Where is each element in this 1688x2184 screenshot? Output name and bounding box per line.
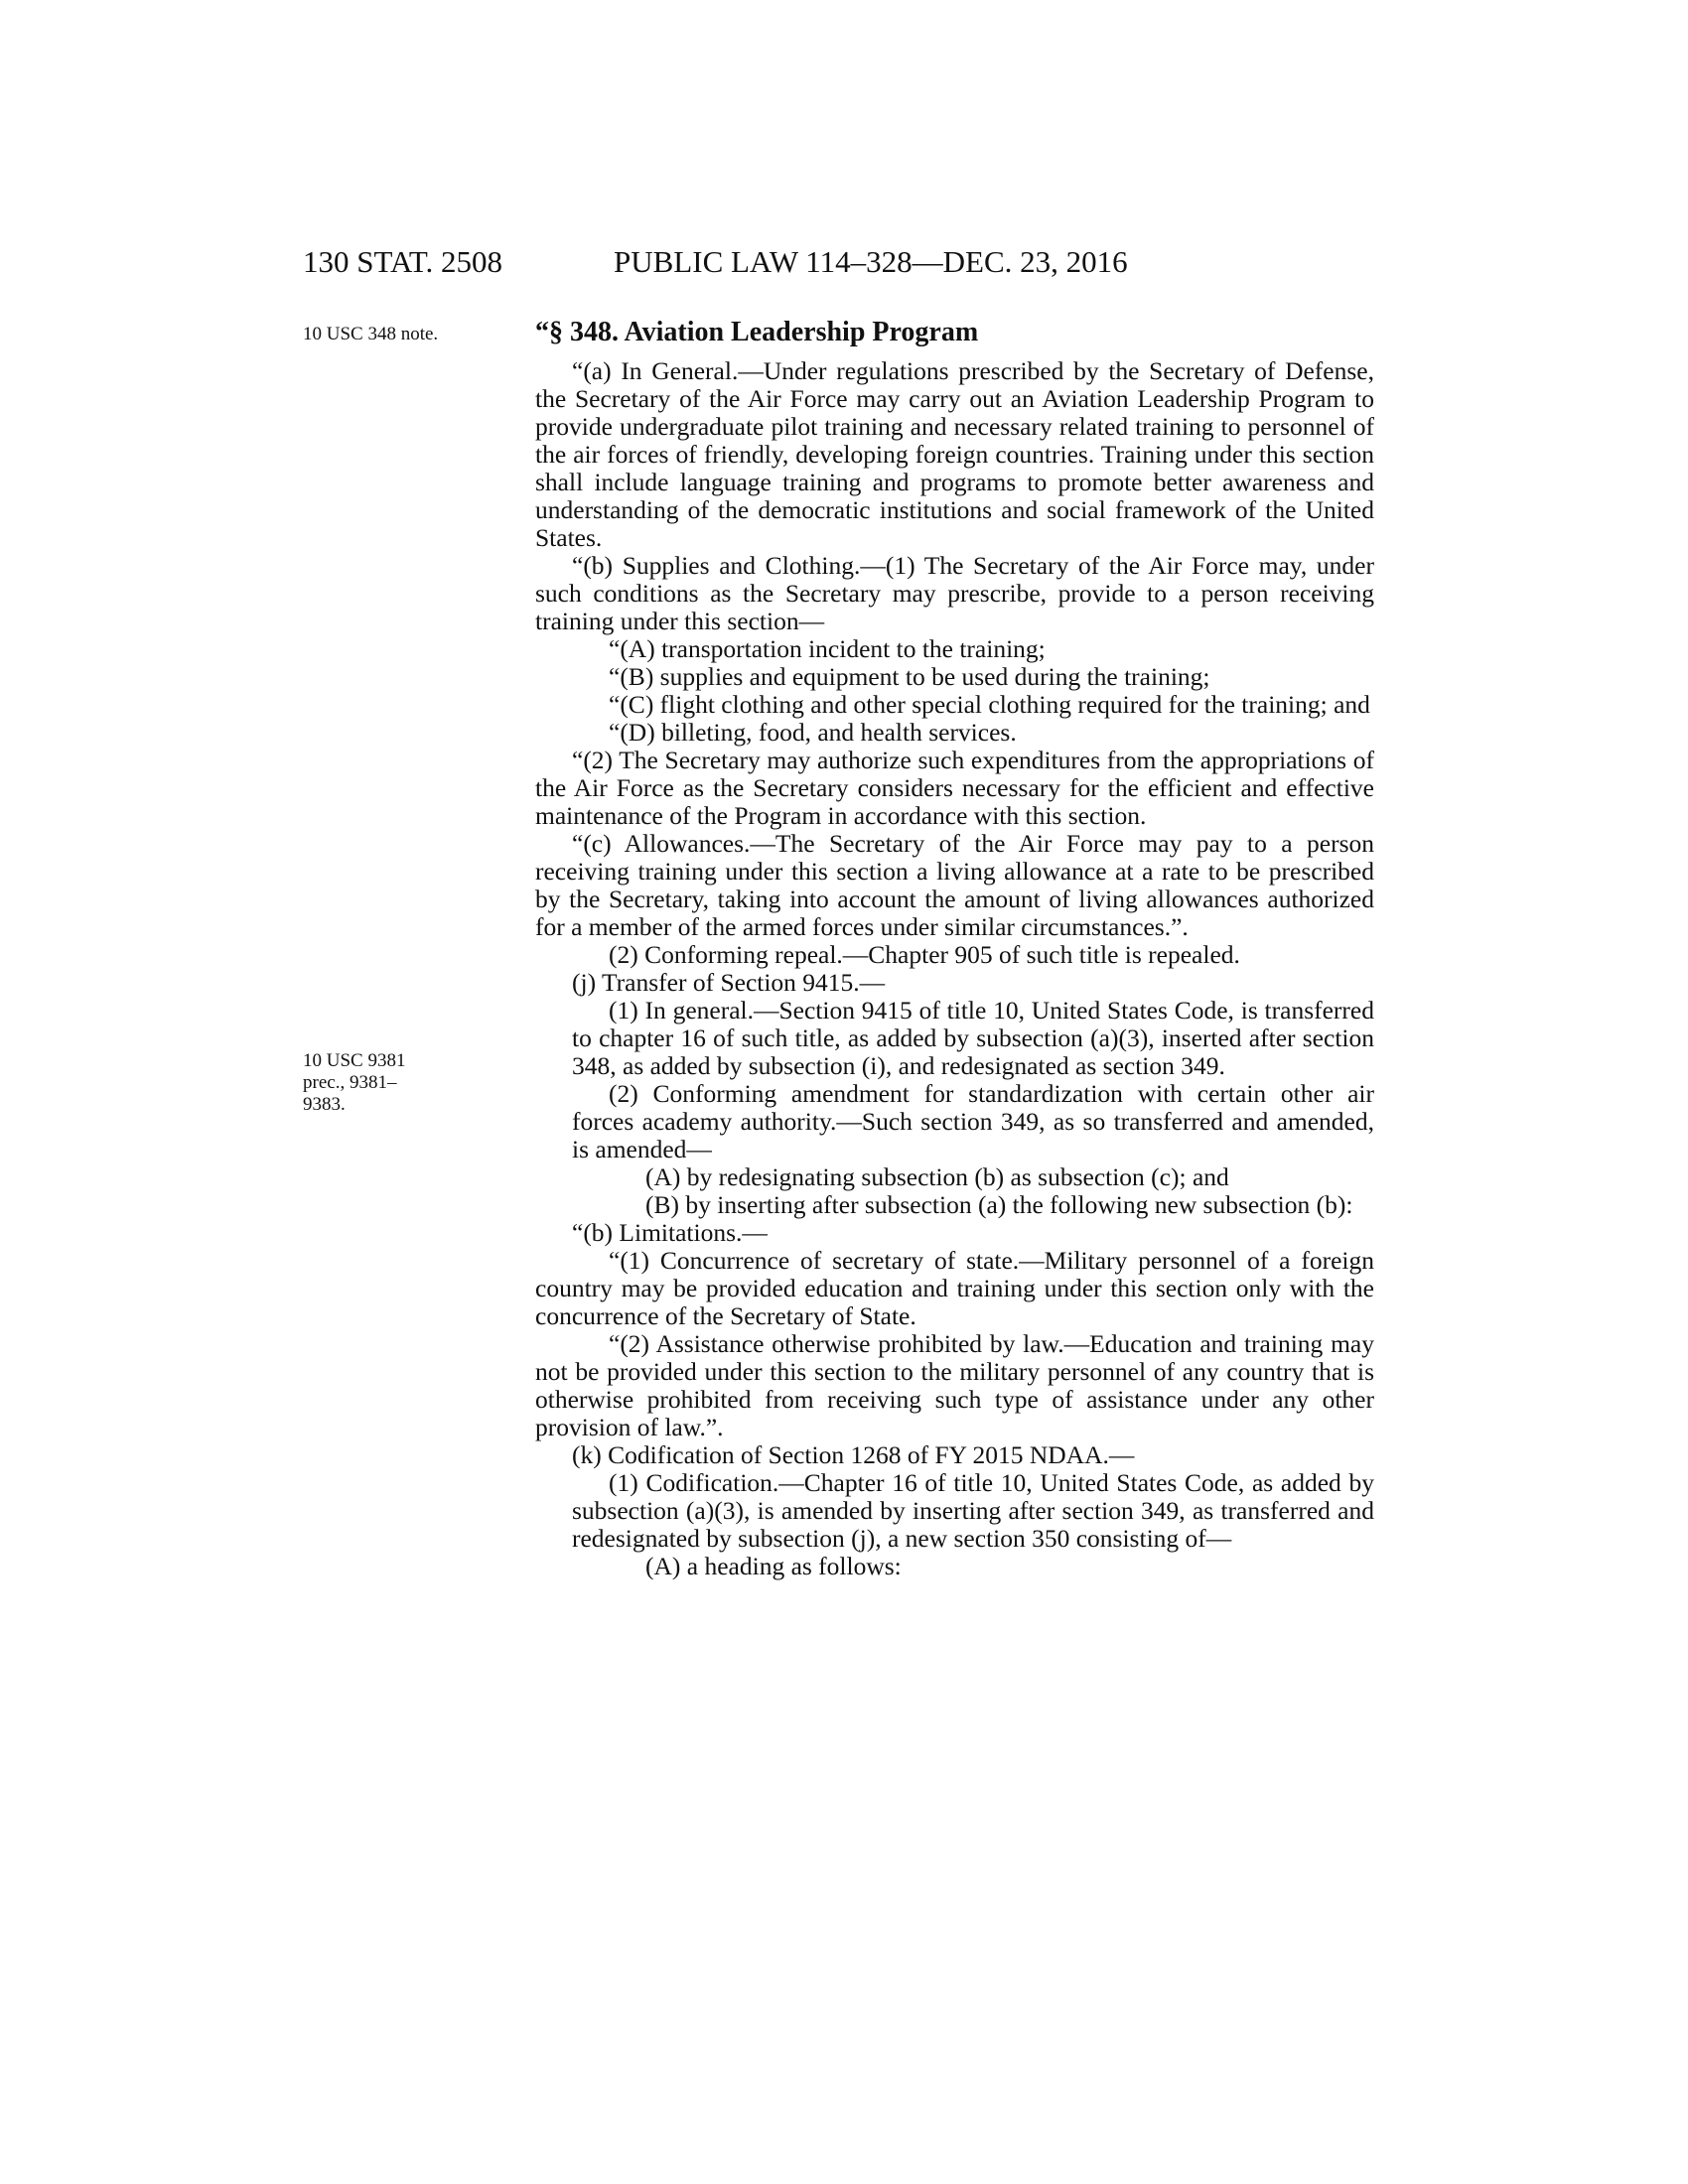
paragraph: (1) Codification.—Chapter 16 of title 10, United States Code, as added by subsection (a)(3), is amended by inserting after section 349, as transferred and redesignated by subsection (j), a new section 350 consisting of— bbox=[572, 1468, 1374, 1553]
paragraph: (2) Conforming repeal.—Chapter 905 of such title is repealed. bbox=[609, 940, 1240, 969]
paragraph: “(b) Limitations.— bbox=[572, 1218, 768, 1247]
paragraph: (k) Codification of Section 1268 of FY 2015 NDAA.— bbox=[572, 1440, 1135, 1469]
section-heading: “§ 348. Aviation Leadership Program bbox=[535, 317, 979, 347]
paragraph: “(c) Allowances.—The Secretary of the Air Force may pay to a person receiving training under this section a living allowance at a rate to be prescribed by the Secretary, taking into account the amount of living allowances authorized for a member of the armed forces under similar circumstances.”. bbox=[535, 829, 1374, 941]
paragraph: “(D) billeting, food, and health services. bbox=[609, 718, 1017, 747]
paragraph: (2) Conforming amendment for standardization with certain other air forces academy authority.—Such section 349, as so transferred and amended, is amended— bbox=[572, 1079, 1374, 1163]
paragraph: “(C) flight clothing and other special clothing required for the training; and bbox=[609, 690, 1370, 719]
margin-note: 10 USC 9381 prec., 9381–9383. bbox=[303, 1050, 406, 1115]
paragraph: (A) a heading as follows: bbox=[645, 1552, 902, 1580]
public-law-title: PUBLIC LAW 114–328—DEC. 23, 2016 bbox=[614, 244, 1128, 279]
margin-note: 10 USC 348 note. bbox=[303, 324, 439, 344]
paragraph: (A) by redesignating subsection (b) as subsection (c); and bbox=[645, 1162, 1229, 1191]
statute-reference: 130 STAT. 2508 bbox=[303, 244, 503, 279]
paragraph: “(A) transportation incident to the training; bbox=[609, 634, 1046, 663]
paragraph: (j) Transfer of Section 9415.— bbox=[572, 968, 886, 997]
paragraph: “(b) Supplies and Clothing.—(1) The Secretary of the Air Force may, under such conditions as the Secretary may prescribe, provide to a person receiving training under this section— bbox=[535, 551, 1374, 635]
page-header bbox=[303, 244, 1296, 284]
paragraph: “(2) Assistance otherwise prohibited by law.—Education and training may not be provided under this section to the military personnel of any country that is otherwise prohibited from receiving such type of assistance under any other provision of law.”. bbox=[535, 1329, 1374, 1441]
paragraph: (1) In general.—Section 9415 of title 10, United States Code, is transferred to chapter 16 of such title, as added by subsection (a)(3), inserted after section 348, as added by subsection (i), and redesignated as section 349. bbox=[572, 996, 1374, 1080]
paragraph: “(2) The Secretary may authorize such expenditures from the appropriations of the Air Force as the Secretary considers necessary for the efficient and effective maintenance of the Program in accordance with this section. bbox=[535, 746, 1374, 830]
paragraph: “(1) Concurrence of secretary of state.—Military personnel of a foreign country may be provided education and training under this section only with the concurrence of the Secretary of State. bbox=[535, 1246, 1374, 1330]
body-text bbox=[535, 357, 1374, 1580]
paragraph: “(a) In General.—Under regulations prescribed by the Secretary of Defense, the Secretary of the Air Force may carry out an Aviation Leadership Program to provide undergraduate pilot training and necessary related training to personnel of the air forces of friendly, developing foreign countries. Training under this section shall include language training and programs to promote better awareness and understanding of the democratic institutions and social framework of the United States. bbox=[535, 356, 1374, 552]
paragraph: (B) by inserting after subsection (a) the following new subsection (b): bbox=[645, 1190, 1353, 1219]
paragraph: “(B) supplies and equipment to be used during the training; bbox=[609, 662, 1210, 691]
